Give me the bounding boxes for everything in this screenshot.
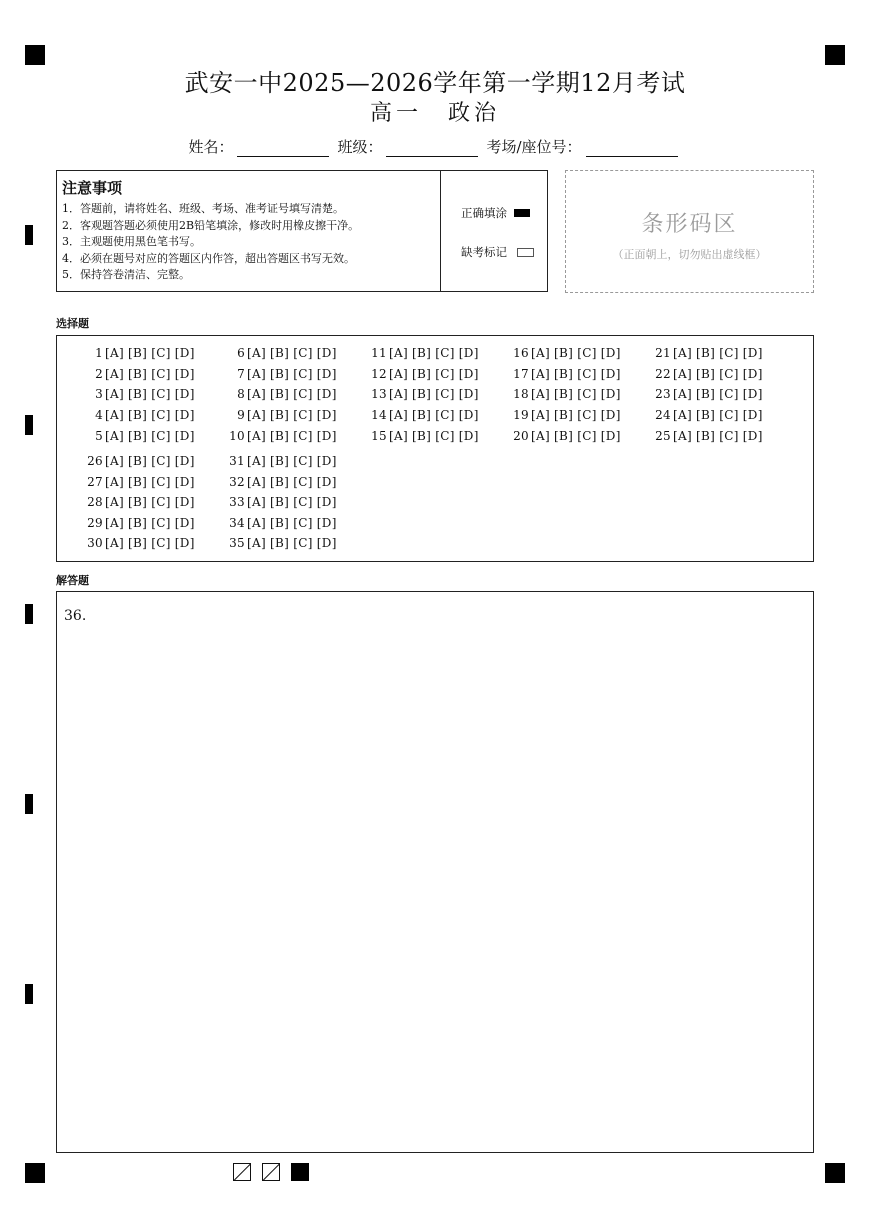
choice-options[interactable]: [A] [B] [C] [D]: [389, 387, 479, 401]
class-label: 班级：: [337, 138, 383, 156]
choice-options[interactable]: [A] [B] [C] [D]: [531, 429, 621, 443]
filled-mark-icon: [514, 209, 530, 217]
question-number: 1: [95, 346, 103, 360]
choice-section-label: 选择题: [56, 317, 89, 330]
choice-options[interactable]: [A] [B] [C] [D]: [673, 429, 763, 443]
choice-options[interactable]: [A] [B] [C] [D]: [105, 387, 195, 401]
choice-question-22: [647, 367, 763, 381]
class-blank[interactable]: [386, 139, 478, 157]
choice-question-14: [363, 408, 479, 422]
choice-question-31: [221, 454, 337, 468]
choice-options[interactable]: [A] [B] [C] [D]: [673, 367, 763, 381]
barcode-hint: （正面朝上，切勿贴出虚线框）: [612, 248, 767, 261]
question-number: 24: [655, 408, 671, 422]
choice-question-9: [221, 408, 337, 422]
question-number: 18: [513, 387, 529, 401]
page-filled-mark-icon: [291, 1163, 309, 1181]
choice-options[interactable]: [A] [B] [C] [D]: [247, 387, 337, 401]
choice-options[interactable]: [A] [B] [C] [D]: [105, 536, 195, 550]
choice-question-34: [221, 516, 337, 530]
answer-area-36[interactable]: [56, 591, 814, 1153]
question-number: 10: [229, 429, 245, 443]
notice-rule: 4．必须在题号对应的答题区内作答，超出答题区书写无效。: [62, 251, 355, 265]
choice-question-26: [79, 454, 195, 468]
absent-mark-legend: [461, 244, 534, 260]
choice-options[interactable]: [A] [B] [C] [D]: [105, 346, 195, 360]
choice-question-16: [505, 346, 621, 360]
question-number: 15: [371, 429, 387, 443]
question-number: 35: [229, 536, 245, 550]
choice-question-27: [79, 475, 195, 489]
question-number: 6: [237, 346, 245, 360]
seat-label: 考场/座位号：: [486, 138, 582, 156]
timing-mark: [25, 415, 33, 435]
choice-question-4: [79, 408, 195, 422]
seat-field[interactable]: [486, 136, 681, 157]
question-number: 26: [87, 454, 103, 468]
choice-options[interactable]: [A] [B] [C] [D]: [389, 367, 479, 381]
choice-question-28: [79, 495, 195, 509]
choice-options[interactable]: [A] [B] [C] [D]: [673, 408, 763, 422]
choice-question-17: [505, 367, 621, 381]
question-number: 12: [371, 367, 387, 381]
choice-options[interactable]: [A] [B] [C] [D]: [247, 516, 337, 530]
choice-question-19: [505, 408, 621, 422]
choice-question-35: [221, 536, 337, 550]
choice-question-2: [79, 367, 195, 381]
choice-question-18: [505, 387, 621, 401]
choice-options[interactable]: [A] [B] [C] [D]: [389, 346, 479, 360]
choice-question-29: [79, 516, 195, 530]
page-title: 武安一中2025—2026学年第一学期12月考试: [184, 69, 686, 97]
question-number: 9: [237, 408, 245, 422]
choice-options[interactable]: [A] [B] [C] [D]: [389, 429, 479, 443]
choice-question-20: [505, 429, 621, 443]
notice-rule: 1．答题前，请将姓名、班级、考场、准考证号填写清楚。: [62, 202, 344, 215]
question-number: 16: [513, 346, 529, 360]
question-number: 13: [371, 387, 387, 401]
choice-question-15: [363, 429, 479, 443]
question-number: 11: [371, 346, 387, 360]
choice-options[interactable]: [A] [B] [C] [D]: [247, 408, 337, 422]
registration-mark-bottom-left: [25, 1163, 45, 1183]
choice-answer-grid: [56, 335, 814, 562]
choice-options[interactable]: [A] [B] [C] [D]: [247, 495, 337, 509]
question-number: 30: [87, 536, 103, 550]
choice-options[interactable]: [A] [B] [C] [D]: [531, 408, 621, 422]
question-number: 36.: [64, 608, 87, 624]
timing-mark: [25, 604, 33, 624]
seat-blank[interactable]: [586, 139, 678, 157]
question-number: 22: [655, 367, 671, 381]
choice-question-3: [79, 387, 195, 401]
choice-question-1: [79, 346, 195, 360]
name-blank[interactable]: [237, 139, 329, 157]
choice-question-7: [221, 367, 337, 381]
choice-question-10: [221, 429, 337, 443]
question-number: 33: [229, 495, 245, 509]
choice-options[interactable]: [A] [B] [C] [D]: [105, 429, 195, 443]
notice-rule: 5．保持答卷清洁、完整。: [62, 268, 190, 281]
question-number: 31: [229, 454, 245, 468]
name-label: 姓名：: [188, 138, 234, 156]
page-slash-mark-icon: [262, 1163, 280, 1181]
question-number: 8: [237, 387, 245, 401]
notice-box: [56, 170, 548, 292]
correct-fill-legend: [461, 205, 530, 221]
choice-question-21: [647, 346, 763, 360]
choice-question-13: [363, 387, 479, 401]
registration-mark-top-right: [825, 45, 845, 65]
choice-question-12: [363, 367, 479, 381]
notice-rule: 2．客观题答题必须使用2B铅笔填涂，修改时用橡皮擦干净。: [62, 218, 360, 232]
question-number: 14: [371, 408, 387, 422]
question-number: 32: [229, 475, 245, 489]
registration-mark-bottom-right: [825, 1163, 845, 1183]
question-number: 20: [513, 429, 529, 443]
choice-options[interactable]: [A] [B] [C] [D]: [105, 495, 195, 509]
choice-options[interactable]: [A] [B] [C] [D]: [105, 408, 195, 422]
choice-question-24: [647, 408, 763, 422]
notice-title: 注意事项: [62, 179, 123, 197]
question-number: 5: [95, 429, 103, 443]
question-number: 21: [655, 346, 671, 360]
choice-options[interactable]: [A] [B] [C] [D]: [247, 346, 337, 360]
choice-options[interactable]: [A] [B] [C] [D]: [247, 536, 337, 550]
choice-question-30: [79, 536, 195, 550]
choice-options[interactable]: [A] [B] [C] [D]: [247, 367, 337, 381]
timing-mark: [25, 794, 33, 814]
question-number: 29: [87, 516, 103, 530]
correct-fill-label: 正确填涂: [461, 206, 507, 220]
choice-options[interactable]: [A] [B] [C] [D]: [673, 387, 763, 401]
notice-rule: 3．主观题使用黑色笔书写。: [62, 235, 201, 248]
choice-options[interactable]: [A] [B] [C] [D]: [247, 454, 337, 468]
question-number: 23: [655, 387, 671, 401]
choice-options[interactable]: [A] [B] [C] [D]: [105, 475, 195, 489]
question-number: 28: [87, 495, 103, 509]
choice-question-25: [647, 429, 763, 443]
barcode-title: 条形码区: [641, 212, 738, 237]
marking-legend: [441, 171, 547, 291]
choice-options[interactable]: [A] [B] [C] [D]: [105, 516, 195, 530]
class-field[interactable]: [337, 136, 482, 157]
page-slash-mark-icon: [233, 1163, 251, 1181]
barcode-area: [565, 170, 814, 293]
name-field[interactable]: [188, 136, 333, 157]
choice-question-6: [221, 346, 337, 360]
question-number: 34: [229, 516, 245, 530]
timing-mark: [25, 984, 33, 1004]
choice-options[interactable]: [A] [B] [C] [D]: [531, 346, 621, 360]
question-number: 2: [95, 367, 103, 381]
choice-question-8: [221, 387, 337, 401]
choice-question-5: [79, 429, 195, 443]
registration-mark-top-left: [25, 45, 45, 65]
choice-options[interactable]: [A] [B] [C] [D]: [247, 429, 337, 443]
choice-options[interactable]: [A] [B] [C] [D]: [531, 387, 621, 401]
choice-options[interactable]: [A] [B] [C] [D]: [389, 408, 479, 422]
choice-options[interactable]: [A] [B] [C] [D]: [673, 346, 763, 360]
page-subtitle: 高一 政治: [369, 101, 500, 126]
choice-options[interactable]: [A] [B] [C] [D]: [247, 475, 337, 489]
choice-options[interactable]: [A] [B] [C] [D]: [105, 454, 195, 468]
choice-options[interactable]: [A] [B] [C] [D]: [105, 367, 195, 381]
student-info-row: [0, 136, 870, 157]
question-number: 27: [87, 475, 103, 489]
question-number: 19: [513, 408, 529, 422]
choice-question-32: [221, 475, 337, 489]
question-number: 4: [95, 408, 103, 422]
question-number: 7: [237, 367, 245, 381]
choice-question-33: [221, 495, 337, 509]
choice-question-23: [647, 387, 763, 401]
question-number: 17: [513, 367, 529, 381]
choice-options[interactable]: [A] [B] [C] [D]: [531, 367, 621, 381]
notice-rules-panel: [57, 171, 441, 291]
timing-mark: [25, 225, 33, 245]
absent-checkbox[interactable]: [517, 248, 534, 257]
answer-section-label: 解答题: [56, 574, 89, 587]
absent-mark-label: 缺考标记: [461, 245, 507, 259]
question-number: 25: [655, 429, 671, 443]
choice-question-11: [363, 346, 479, 360]
question-number: 3: [95, 387, 103, 401]
